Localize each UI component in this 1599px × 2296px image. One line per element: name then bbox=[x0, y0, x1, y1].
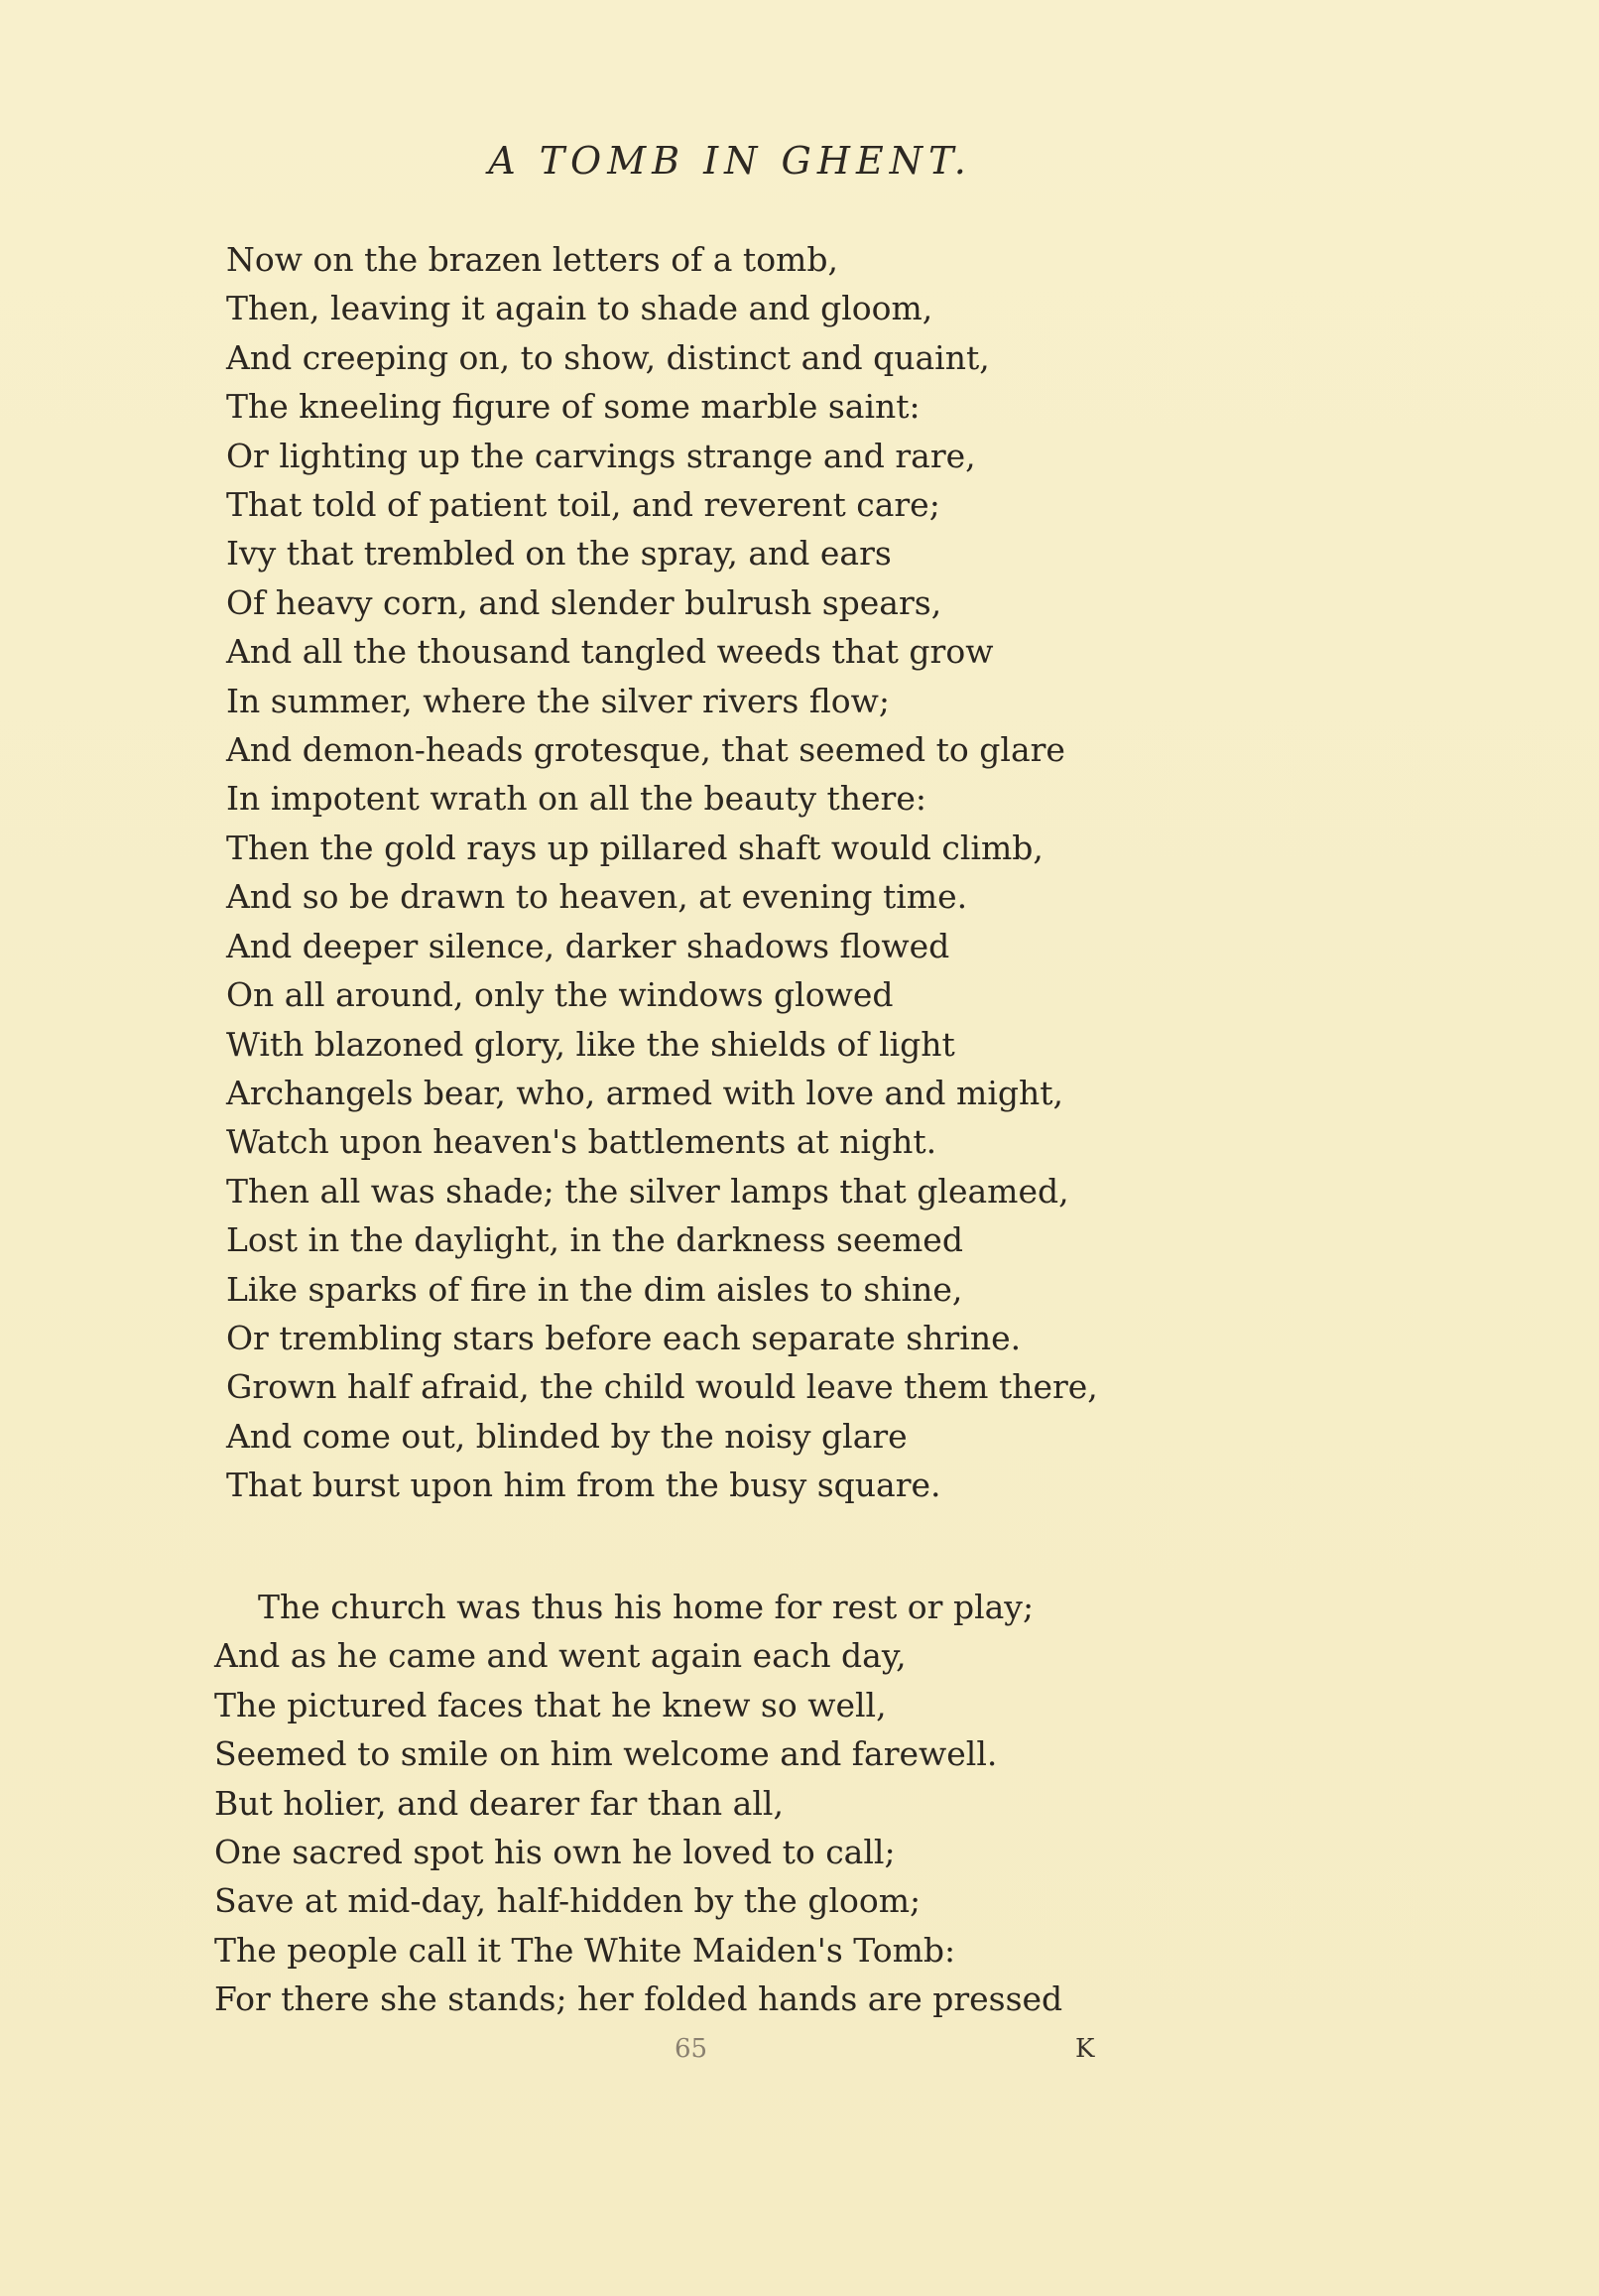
poem-line: Ivy that trembled on the spray, and ears bbox=[226, 534, 892, 574]
poem-line: And all the thousand tangled weeds that grow bbox=[226, 632, 994, 672]
page-number: 65 bbox=[675, 2034, 708, 2064]
poem-line: The pictured faces that he knew so well, bbox=[214, 1685, 887, 1724]
poem-line: But holier, and dearer far than all, bbox=[214, 1783, 784, 1823]
poem-stanza-1 bbox=[226, 235, 1098, 1510]
poem-line: Seemed to smile on him welcome and farewell. bbox=[214, 1734, 998, 1774]
poem-line: Then the gold rays up pillared shaft would climb, bbox=[226, 828, 1044, 867]
poem-line: And creeping on, to show, distinct and quaint, bbox=[226, 337, 990, 377]
poem-line: On all around, only the windows glowed bbox=[226, 975, 894, 1015]
signature-mark: K bbox=[1075, 2034, 1095, 2064]
poem-line: And as he came and went again each day, bbox=[214, 1636, 907, 1676]
poem-line: Or lighting up the carvings strange and rare, bbox=[226, 436, 976, 475]
poem-line: One sacred spot his own he loved to call; bbox=[214, 1833, 896, 1872]
poem-line: In impotent wrath on all the beauty there: bbox=[226, 779, 926, 819]
poem-line: The church was thus his home for rest or play; bbox=[258, 1588, 1035, 1626]
poem-line: Archangels bear, who, armed with love and might, bbox=[226, 1073, 1063, 1112]
poem-line: The kneeling figure of some marble saint: bbox=[226, 387, 921, 427]
poem-line: Then all was shade; the silver lamps that gleamed, bbox=[226, 1171, 1069, 1211]
poem-line: Of heavy corn, and slender bulrush spears, bbox=[226, 582, 942, 622]
poem-line: That burst upon him from the busy square. bbox=[226, 1466, 941, 1505]
poem-line: Now on the brazen letters of a tomb, bbox=[226, 240, 838, 279]
running-title: A TOMB IN GHENT. bbox=[488, 139, 972, 183]
poem-line: And demon-heads grotesque, that seemed to glare bbox=[226, 730, 1065, 770]
poem-line: Grown half afraid, the child would leave them there, bbox=[226, 1367, 1098, 1407]
poem-line: In summer, where the silver rivers flow; bbox=[226, 681, 890, 720]
poem-line: The people call it The White Maiden's Tomb: bbox=[214, 1930, 956, 1970]
poem-line: Watch upon heaven's battlements at night. bbox=[226, 1122, 937, 1162]
poem-line: For there she stands; her folded hands are pressed bbox=[214, 1979, 1063, 2019]
poem-line: Save at mid-day, half-hidden by the gloom; bbox=[214, 1881, 922, 1921]
poem-stanza-2 bbox=[214, 1583, 1062, 2024]
poem-line: Or trembling stars before each separate shrine. bbox=[226, 1318, 1022, 1357]
poem-line: Lost in the daylight, in the darkness seemed bbox=[226, 1220, 963, 1260]
poem-line: With blazoned glory, like the shields of light bbox=[226, 1024, 955, 1064]
poem-line: And deeper silence, darker shadows flowed bbox=[226, 926, 950, 965]
poem-line: And so be drawn to heaven, at evening time. bbox=[226, 877, 968, 917]
poem-line: That told of patient toil, and reverent care; bbox=[226, 485, 940, 525]
poem-line: Then, leaving it again to shade and gloom, bbox=[226, 289, 933, 328]
poem-line: Like sparks of fire in the dim aisles to shine, bbox=[226, 1269, 963, 1309]
poem-line: And come out, blinded by the noisy glare bbox=[226, 1416, 908, 1456]
